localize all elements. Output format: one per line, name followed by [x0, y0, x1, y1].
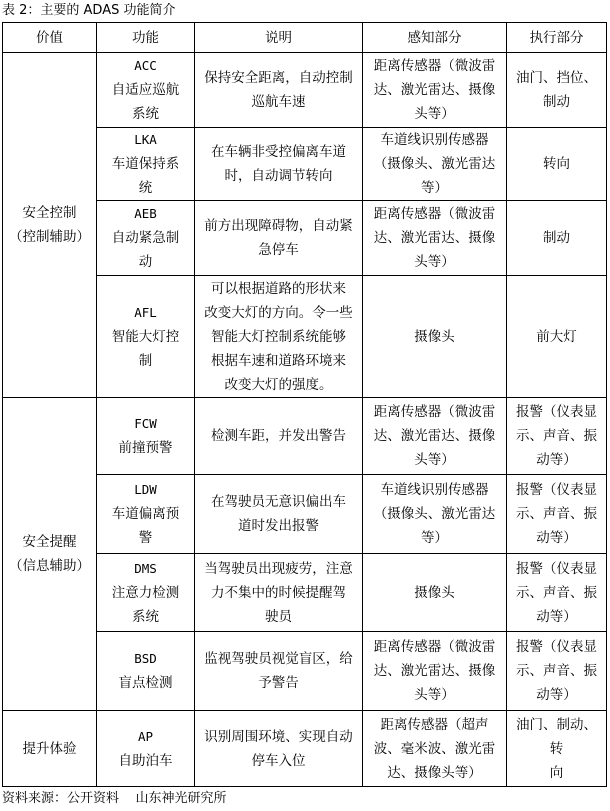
- cell-text-line: 报警（仪表显: [516, 639, 597, 656]
- cell-text-line: 向: [549, 764, 564, 781]
- cell-text-line: 摄像头: [414, 328, 455, 345]
- cell-text-line: 转: [549, 740, 564, 757]
- cell-text-line: 改变大灯的方向。令一些: [204, 304, 353, 321]
- cell-text-line: 达、激光雷达、摄像: [373, 663, 496, 680]
- header-function: 功能: [97, 23, 195, 53]
- cell-text-line: 当驾驶员出现疲劳，注意: [204, 560, 353, 577]
- execution-cell: [507, 398, 607, 475]
- function-cell: [97, 632, 195, 711]
- function-cell: [97, 474, 195, 553]
- cell-text-line: 摄像头: [414, 584, 455, 601]
- source-note: 资料来源：公开资料 山东神光研究所: [2, 791, 227, 806]
- value-group-cell: [3, 711, 97, 787]
- cell-text-line: 前大灯: [536, 328, 577, 345]
- function-cell: [97, 553, 195, 632]
- cell-text-line: 距离传感器（微波雷: [373, 206, 496, 223]
- header-sensing: 感知部分: [363, 23, 507, 53]
- cell-text-line: 盲点检测: [118, 675, 173, 692]
- cell-text-line: 油门、制动、: [516, 716, 597, 733]
- sensing-cell: [363, 553, 507, 632]
- cell-text-line: 智能大灯控: [111, 328, 180, 345]
- description-cell: [195, 553, 363, 632]
- execution-cell: [507, 553, 607, 632]
- cell-text-line: 动等）: [536, 608, 577, 625]
- cell-text-line: 报警（仪表显: [516, 481, 597, 498]
- cell-text-line: （摄像头、激光雷达: [373, 156, 496, 173]
- function-abbreviation: AEB: [134, 206, 157, 222]
- cell-text-line: 距离传感器（超声: [380, 716, 489, 733]
- function-abbreviation: FCW: [134, 416, 157, 432]
- cell-text-line: 识别周围环境、实现自动: [204, 728, 353, 745]
- cell-text-line: 前撞预警: [118, 440, 173, 457]
- sensing-cell: [363, 474, 507, 553]
- cell-text-line: 巡航车速: [251, 93, 306, 110]
- cell-text-line: 道时发出报警: [238, 517, 319, 534]
- function-abbreviation: LDW: [134, 481, 157, 497]
- cell-text-line: 力不集中的时候提醒驾: [211, 584, 346, 601]
- cell-text-line: 达、摄像头等）: [387, 764, 482, 781]
- execution-cell: [507, 711, 607, 787]
- table-row: [3, 711, 607, 787]
- cell-text-line: 达、激光雷达、摄像: [373, 230, 496, 247]
- cell-text-line: 时，自动调节转向: [224, 168, 333, 185]
- cell-text-line: 检测车距，并发出警告: [211, 428, 346, 445]
- function-abbreviation: BSD: [134, 651, 157, 667]
- cell-text-line: 头等）: [414, 254, 455, 271]
- table-row: [3, 398, 607, 475]
- cell-text-line: 自助泊车: [118, 752, 173, 769]
- description-cell: [195, 127, 363, 201]
- table-body: [3, 53, 607, 787]
- cell-text-line: 可以根据道路的形状来: [211, 280, 346, 297]
- function-cell: [97, 398, 195, 475]
- cell-text-line: 头等）: [414, 105, 455, 122]
- adas-function-table: [2, 22, 607, 787]
- execution-cell: [507, 632, 607, 711]
- sensing-cell: [363, 276, 507, 398]
- cell-text-line: 动等）: [536, 687, 577, 704]
- sensing-cell: [363, 632, 507, 711]
- cell-text-line: 急停车: [258, 242, 299, 259]
- cell-text-line: 停车入位: [251, 752, 306, 769]
- cell-text-line: 改变大灯的强度。: [224, 376, 333, 393]
- table-caption: 表 2：主要的 ADAS 功能简介: [2, 3, 176, 18]
- description-cell: [195, 201, 363, 276]
- execution-cell: [507, 127, 607, 201]
- sensing-cell: [363, 398, 507, 475]
- cell-text-line: 车道线识别传感器: [380, 481, 489, 498]
- cell-text-line: 统: [138, 180, 153, 197]
- cell-text-line: 达、激光雷达、摄像: [373, 428, 496, 445]
- function-abbreviation: AFL: [134, 304, 157, 320]
- value-group-title: 提升体验: [22, 740, 77, 757]
- cell-text-line: 根据车速和道路环境来: [211, 352, 346, 369]
- description-cell: [195, 474, 363, 553]
- cell-text-line: 自动紧急制: [111, 230, 180, 247]
- cell-text-line: 示、声音、振: [516, 584, 597, 601]
- cell-text-line: 转向: [543, 156, 570, 173]
- execution-cell: [507, 276, 607, 398]
- cell-text-line: 系统: [132, 105, 159, 122]
- execution-cell: [507, 53, 607, 128]
- sensing-cell: [363, 201, 507, 276]
- cell-text-line: 注意力检测: [111, 584, 180, 601]
- cell-text-line: 动等）: [536, 529, 577, 546]
- cell-text-line: 在车辆非受控偏离车道: [211, 144, 346, 161]
- table-row: [3, 53, 607, 128]
- cell-text-line: 予警告: [258, 675, 299, 692]
- cell-text-line: 制动: [543, 93, 570, 110]
- cell-text-line: 监视驾驶员视觉盲区，给: [204, 651, 353, 668]
- cell-text-line: 驶员: [265, 608, 292, 625]
- table-header-row: [3, 23, 607, 53]
- cell-text-line: 动: [138, 254, 153, 271]
- function-cell: [97, 53, 195, 128]
- cell-text-line: 前方出现障碍物，自动紧: [204, 218, 353, 235]
- description-cell: [195, 53, 363, 128]
- cell-text-line: 距离传感器（微波雷: [373, 57, 496, 74]
- function-abbreviation: LKA: [134, 132, 157, 148]
- cell-text-line: 在驾驶员无意识偏出车: [211, 493, 346, 510]
- cell-text-line: 等）: [421, 529, 448, 546]
- execution-cell: [507, 201, 607, 276]
- description-cell: [195, 276, 363, 398]
- cell-text-line: 头等）: [414, 687, 455, 704]
- value-group-cell: [3, 398, 97, 711]
- description-cell: [195, 711, 363, 787]
- value-group-subtitle: （控制辅助）: [9, 229, 90, 246]
- cell-text-line: 自适应巡航: [111, 81, 180, 98]
- cell-text-line: 系统: [132, 608, 159, 625]
- function-abbreviation: DMS: [134, 560, 157, 576]
- function-cell: [97, 711, 195, 787]
- value-group-title: 安全提醒: [22, 534, 77, 551]
- sensing-cell: [363, 127, 507, 201]
- cell-text-line: 波、毫米波、激光雷: [373, 740, 496, 757]
- sensing-cell: [363, 53, 507, 128]
- cell-text-line: 动等）: [536, 452, 577, 469]
- cell-text-line: 距离传感器（微波雷: [373, 639, 496, 656]
- cell-text-line: 车道线识别传感器: [380, 132, 489, 149]
- cell-text-line: 车道偏离预: [111, 505, 180, 522]
- cell-text-line: 示、声音、振: [516, 663, 597, 680]
- value-group-title: 安全控制: [22, 205, 77, 222]
- function-cell: [97, 201, 195, 276]
- description-cell: [195, 398, 363, 475]
- sensing-cell: [363, 711, 507, 787]
- cell-text-line: 报警（仪表显: [516, 404, 597, 421]
- description-cell: [195, 632, 363, 711]
- cell-text-line: 头等）: [414, 452, 455, 469]
- cell-text-line: 等）: [421, 180, 448, 197]
- cell-text-line: 车道保持系: [111, 156, 180, 173]
- cell-text-line: 报警（仪表显: [516, 560, 597, 577]
- value-group-subtitle: （信息辅助）: [9, 558, 90, 575]
- cell-text-line: （摄像头、激光雷达: [373, 505, 496, 522]
- header-description: 说明: [195, 23, 363, 53]
- cell-text-line: 制动: [543, 230, 570, 247]
- cell-text-line: 保持安全距离，自动控制: [204, 69, 353, 86]
- header-value: 价值: [3, 23, 97, 53]
- function-abbreviation: AP: [137, 728, 154, 744]
- function-cell: [97, 127, 195, 201]
- function-abbreviation: ACC: [134, 57, 157, 73]
- cell-text-line: 警: [138, 529, 153, 546]
- cell-text-line: 油门、挡位、: [516, 69, 597, 86]
- cell-text-line: 智能大灯控制系统能够: [211, 328, 346, 345]
- execution-cell: [507, 474, 607, 553]
- cell-text-line: 距离传感器（微波雷: [373, 404, 496, 421]
- cell-text-line: 制: [138, 352, 153, 369]
- cell-text-line: 示、声音、振: [516, 428, 597, 445]
- cell-text-line: 示、声音、振: [516, 505, 597, 522]
- value-group-cell: [3, 53, 97, 398]
- header-execution: 执行部分: [507, 23, 607, 53]
- function-cell: [97, 276, 195, 398]
- cell-text-line: 达、激光雷达、摄像: [373, 81, 496, 98]
